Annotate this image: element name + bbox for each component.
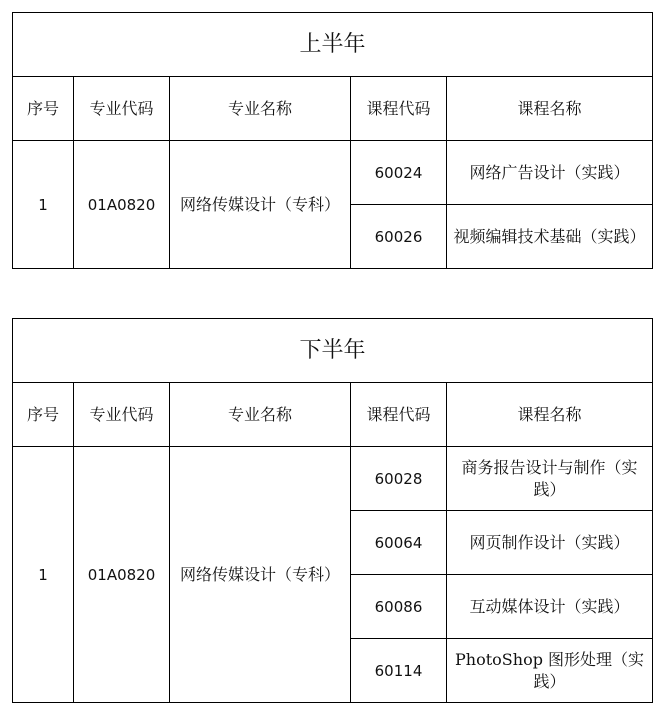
- course-name-cell: PhotoShop 图形处理（实践）: [447, 639, 653, 703]
- header-major-code: 专业代码: [74, 383, 170, 447]
- table-row: [13, 141, 653, 205]
- course-name-cell: 商务报告设计与制作（实践）: [447, 447, 653, 511]
- header-course-name: 课程名称: [447, 383, 653, 447]
- course-code-cell: 60114: [351, 639, 447, 703]
- header-seq: 序号: [13, 77, 74, 141]
- header-major-name: 专业名称: [170, 383, 351, 447]
- header-row: [13, 383, 653, 447]
- major-code-cell: 01A0820: [74, 141, 170, 269]
- major-name-cell: 网络传媒设计（专科）: [170, 141, 351, 269]
- header-major-code: 专业代码: [74, 77, 170, 141]
- seq-cell: 1: [13, 141, 74, 269]
- major-name-cell: 网络传媒设计（专科）: [170, 447, 351, 703]
- first-half-table: [12, 12, 653, 269]
- header-course-code: 课程代码: [351, 383, 447, 447]
- major-code-cell: 01A0820: [74, 447, 170, 703]
- course-code-cell: 60028: [351, 447, 447, 511]
- second-half-table: [12, 318, 653, 703]
- header-course-name: 课程名称: [447, 77, 653, 141]
- course-code-cell: 60086: [351, 575, 447, 639]
- table-row: [13, 447, 653, 511]
- header-course-code: 课程代码: [351, 77, 447, 141]
- table-title: 上半年: [13, 13, 653, 77]
- course-code-cell: 60064: [351, 511, 447, 575]
- course-name-cell: 视频编辑技术基础（实践）: [447, 205, 653, 269]
- course-name-cell: 互动媒体设计（实践）: [447, 575, 653, 639]
- course-name-cell: 网页制作设计（实践）: [447, 511, 653, 575]
- header-row: [13, 77, 653, 141]
- course-name-cell: 网络广告设计（实践）: [447, 141, 653, 205]
- table-title: 下半年: [13, 319, 653, 383]
- header-seq: 序号: [13, 383, 74, 447]
- course-code-cell: 60024: [351, 141, 447, 205]
- seq-cell: 1: [13, 447, 74, 703]
- header-major-name: 专业名称: [170, 77, 351, 141]
- course-code-cell: 60026: [351, 205, 447, 269]
